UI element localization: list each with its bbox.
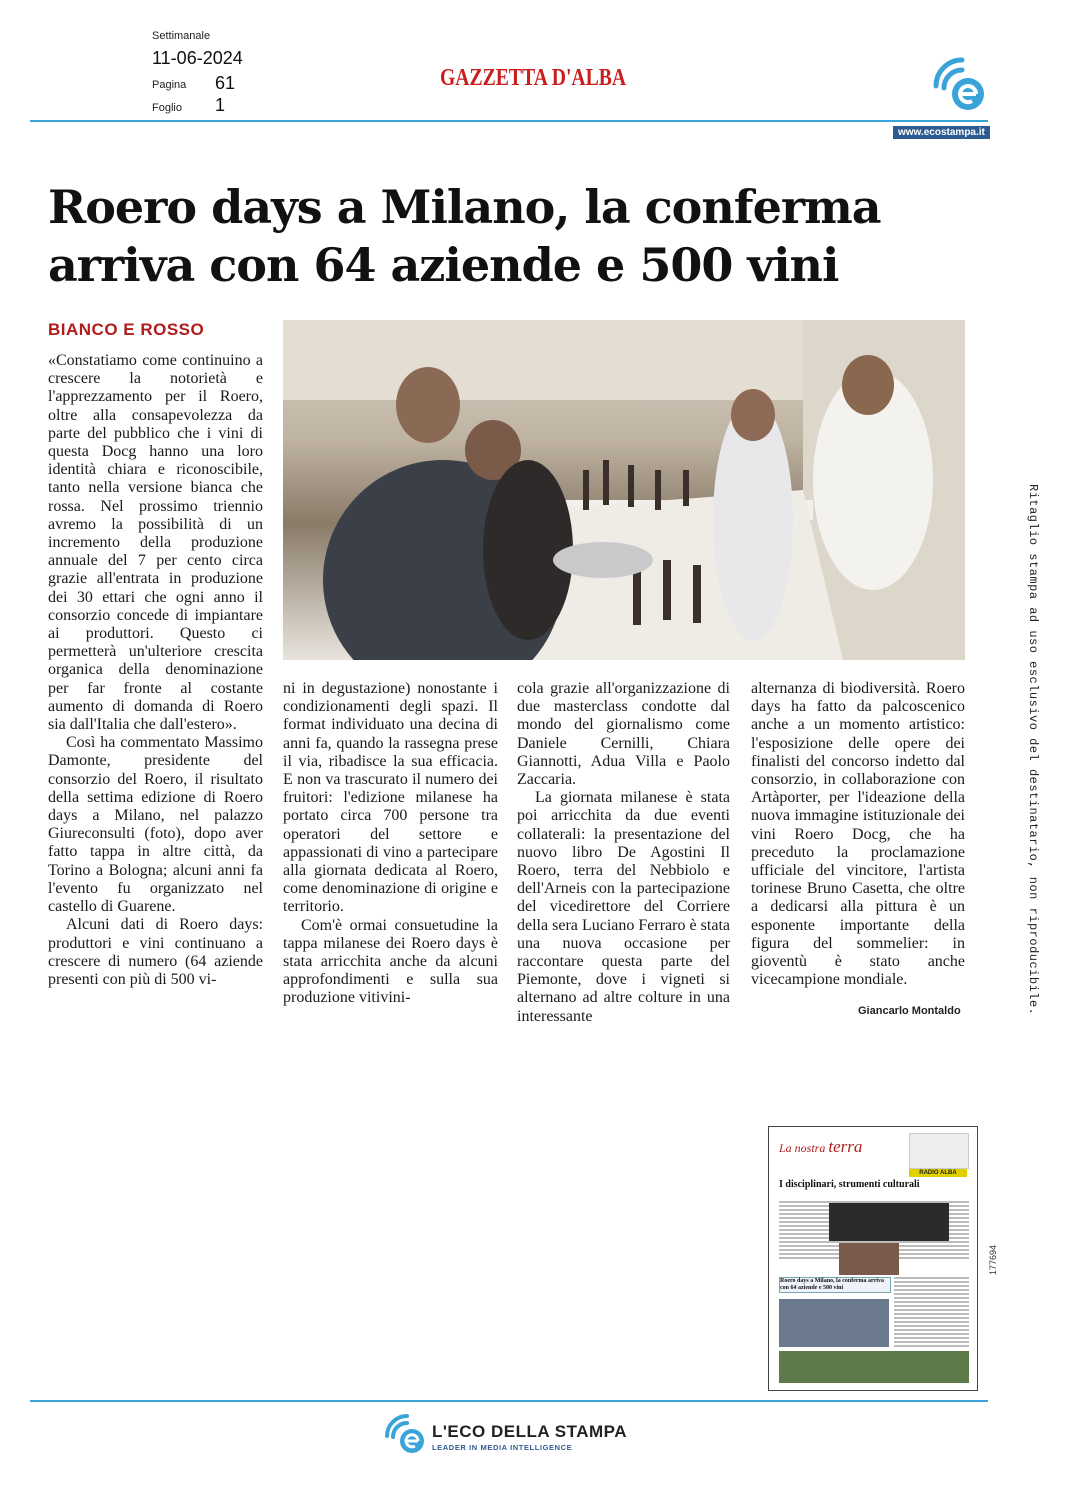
article-column-2 xyxy=(283,680,498,1008)
headline-line-1: Roero days a Milano, la conferma xyxy=(48,180,881,234)
page-thumbnail[interactable] xyxy=(768,1126,978,1391)
page-number: 61 xyxy=(215,73,236,93)
footer-tagline: LEADER IN MEDIA INTELLIGENCE xyxy=(432,1443,573,1452)
headline-line-2: arriva con 64 aziende e 500 vini xyxy=(48,238,839,292)
thumbnail-masthead-word: terra xyxy=(828,1137,863,1156)
issue-date: 11-06-2024 xyxy=(152,48,243,68)
thumbnail-headline: I disciplinari, strumenti culturali xyxy=(779,1179,920,1190)
paragraph: ni in degustazione) nonostante i condizionamenti degli spazi. Il format individuato una decina di anni fa, quando la rassegna prese il via, ribadisce la sua efficacia. E non va trascurato il numero dei fruitori: l'edizione milanese ha portato circa 700 persone tra operatori del settore e appassionati di vino a partecipare alla giornata dedicata al Roero, come denominazione di origine e territorio. xyxy=(283,680,498,916)
thumbnail-box-label: RADIO ALBA xyxy=(909,1169,967,1177)
article-column-3 xyxy=(517,680,730,1026)
eco-della-stampa-logo-icon xyxy=(383,1410,429,1456)
section-kicker: BIANCO E ROSSO xyxy=(48,320,205,339)
publication-logo: GAZZETTA D'ALBA xyxy=(440,65,627,91)
frequency-label: Settimanale xyxy=(152,30,211,42)
side-disclaimer: Ritaglio stampa ad uso esclusivo del destinatario, non riproducibile. xyxy=(1026,484,1040,1016)
thumbnail-masthead-prefix: La nostra xyxy=(779,1141,826,1155)
page-label: Pagina xyxy=(152,79,187,91)
thumbnail-photo-1 xyxy=(829,1203,949,1241)
paragraph: Così ha commentato Massimo Damonte, presidente del consorzio del Roero, il risultato della settima edizione di Roero days a Milano, nel palazzo Giureconsulti (foto), dopo aver fatto tappa in altre città, da Torino a Bologna; alcuni anni fa l'evento fu organizzato nel castello di Guarene. xyxy=(48,734,263,916)
paragraph: Alcuni dati di Roero days: produttori e vini continuano a crescere di numero (64 aziende presenti con più di 500 vi- xyxy=(48,916,263,988)
thumbnail-photo-3 xyxy=(779,1299,889,1347)
sheet-number: 1 xyxy=(215,95,226,115)
website-link[interactable]: www.ecostampa.it xyxy=(893,126,990,139)
article-photo xyxy=(283,320,965,660)
thumbnail-photo-4 xyxy=(779,1351,969,1383)
headline xyxy=(48,178,978,294)
paragraph: «Constatiamo come continuino a crescere la notorietà e l'apprezzamento per il Roero, oltre alla consapevolezza da parte del pubblico che i vini di questa Docg hanno una loro identità chiara e riconoscibile, tanto nella versione bianca che rossa. Nel prossimo triennio avremo la possibilità di un incremento della produzione annuale del 7 per cento circa grazie all'entrata in produzione dei 30 ettari che ogni anno il consorzio concede di impiantare ai produttori. Questo ci permetterà un'ulteriore crescita organica della denominazione per far fronte al costante aumento di domanda di Roero sia dall'Italia che dall'estero». xyxy=(48,352,263,734)
sheet-label: Foglio xyxy=(152,102,182,114)
website-tag xyxy=(893,122,990,140)
thumbnail-text-block xyxy=(894,1277,969,1347)
clip-code: 177694 xyxy=(988,1244,998,1275)
paragraph: La giornata milanese è stata poi arricchita da due eventi collaterali: la presentazione del nuovo libro De Agostini Il Roero, terra del Nebbiolo e dell'Arneis con la partecipazione del vicedirettore del Corriere della sera Luciano Ferraro è stata una nuova occasione per raccontare questa parte del Piemonte, dove i vigneti si alternano ad altre colture in una interessante xyxy=(517,789,730,1025)
paragraph: alternanza di biodiversità. Roero days ha fatto da palcoscenico anche a un momento artistico: l'esposizione delle opere dei finalisti del concorso indetto dal consorzio, in collaborazione con Artàporter, per l'ideazione della nuova immagine istituzionale dei vini Roero Docg, che ha preceduto la proclamazione ufficiale del vincitore, l'artista torinese Bruno Casetta, che oltre a dedicarsi alla pittura è un esponente importante della figura del sommelier: in gioventù è stato anche vicecampione mondiale. xyxy=(751,680,965,989)
footer-rule xyxy=(30,1400,988,1402)
thumbnail-article-highlight: Roero days a Milano, la conferma arriva con 64 aziende e 500 vini xyxy=(779,1277,891,1293)
header-rule xyxy=(30,120,988,122)
byline: Giancarlo Montaldo xyxy=(858,1005,961,1017)
thumbnail-masthead xyxy=(779,1137,862,1157)
footer-brand: L'ECO DELLA STAMPA xyxy=(432,1422,627,1441)
paragraph: cola grazie all'organizzazione di due masterclass condotte dal mondo del giornalismo come Daniele Cernilli, Chiara Giannotti, Adua Villa e Paolo Zaccaria. xyxy=(517,680,730,789)
article-column-4 xyxy=(751,680,965,989)
thumbnail-ad xyxy=(909,1133,969,1169)
paragraph: Com'è ormai consuetudine la tappa milanese dei Roero days è stata arricchita anche da alcuni approfondimenti e sulla sua produzione vitivini- xyxy=(283,916,498,1007)
ecostampa-logo-icon xyxy=(930,52,990,114)
article-column-1 xyxy=(48,352,263,989)
thumbnail-photo-2 xyxy=(839,1243,899,1275)
